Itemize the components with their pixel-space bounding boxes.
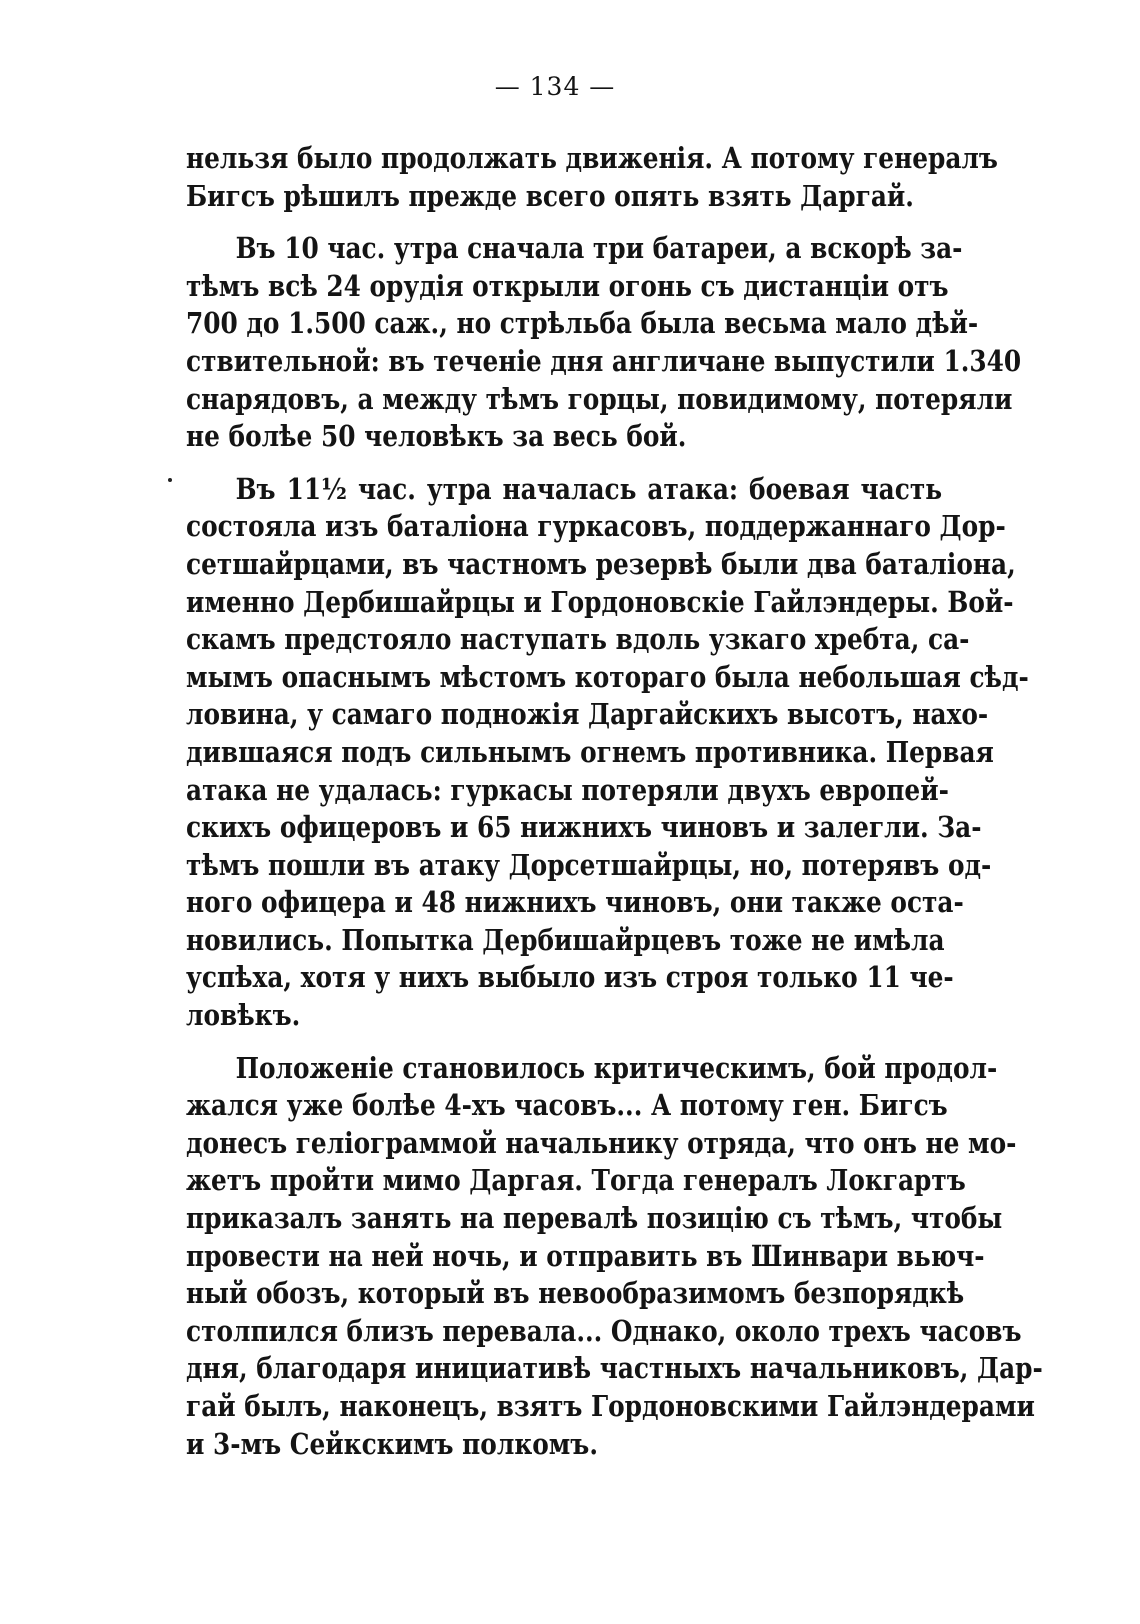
- text-line: дившаяся подъ сильнымъ огнемъ противника. Первая: [186, 734, 994, 769]
- text-line: скамъ предстояло наступать вдоль узкаго хребта, са-: [186, 622, 970, 657]
- text-line: мымъ опаснымъ мѣстомъ котораго была небольшая сѣд-: [186, 659, 1029, 694]
- text-line: донесъ геліограммой начальнику отряда, что онъ не мо-: [186, 1125, 1017, 1160]
- text-line: Положеніе становилось критическимъ, бой продол-: [235, 1050, 998, 1085]
- text-line: жался уже болѣе 4-хъ часовъ... А потому ген. Бигсъ: [186, 1088, 948, 1123]
- text-line: ный обозъ, который въ невообразимомъ безпорядкѣ: [186, 1276, 965, 1311]
- text-line: сетшайрцами, въ частномъ резервѣ были два баталіона,: [186, 546, 1016, 581]
- text-line: ного офицера и 48 нижнихъ чиновъ, они также оста-: [186, 885, 964, 920]
- text-line: Въ 11½ час. утра началась атака: боевая часть: [235, 471, 943, 506]
- text-line: дня, благодаря инициативѣ частныхъ начальниковъ, Дар-: [186, 1351, 1043, 1386]
- page-number: — 134 —: [494, 72, 616, 101]
- body-text: [186, 140, 1043, 1478]
- text-line: Бигсъ рѣшилъ прежде всего опять взять Даргай.: [186, 178, 914, 213]
- text-line: тѣмъ всѣ 24 орудія открыли огонь съ дистанціи отъ: [186, 268, 949, 303]
- text-line: столпился близъ перевала... Однако, около трехъ часовъ: [186, 1313, 1022, 1348]
- text-line: успѣха, хотя у нихъ выбыло изъ строя только 11 че-: [186, 960, 954, 995]
- text-line: провести на ней ночь, и отправить въ Шинвари вьюч-: [186, 1238, 985, 1273]
- paragraph-1: [186, 140, 998, 215]
- text-line: атака не удалась: гуркасы потеряли двухъ европей-: [186, 772, 949, 807]
- margin-dot: [168, 478, 172, 482]
- text-line: ловѣкъ.: [186, 998, 301, 1033]
- paragraph-3: [186, 471, 1029, 1035]
- text-line: именно Дербишайрцы и Гордоновскіе Гайлэндеры. Вой-: [186, 584, 1014, 619]
- paragraph-4: [186, 1050, 1043, 1464]
- text-line: 700 до 1.500 саж., но стрѣльба была весьма мало дѣй-: [186, 306, 979, 341]
- text-line: снарядовъ, а между тѣмъ горцы, повидимому, потеряли: [186, 381, 1013, 416]
- text-line: жетъ пройти мимо Даргая. Тогда генералъ Локгартъ: [186, 1163, 966, 1198]
- text-line: тѣмъ пошли въ атаку Дорсетшайрцы, но, потерявъ од-: [186, 847, 992, 882]
- text-line: ловина, у самаго подножія Даргайскихъ высотъ, нахо-: [186, 697, 989, 732]
- text-line: не болѣе 50 человѣкъ за весь бой.: [186, 419, 687, 454]
- text-line: и 3-мъ Сейкскимъ полкомъ.: [186, 1426, 598, 1461]
- text-line: приказалъ занять на перевалѣ позицію съ тѣмъ, чтобы: [186, 1201, 1003, 1236]
- text-line: нельзя было продолжать движенія. А потому генералъ: [186, 141, 998, 175]
- text-line: Въ 10 час. утра сначала три батареи, а вскорѣ за-: [235, 231, 963, 266]
- paragraph-2: [186, 230, 1022, 456]
- text-line: скихъ офицеровъ и 65 нижнихъ чиновъ и залегли. За-: [186, 810, 982, 845]
- text-line: новились. Попытка Дербишайрцевъ тоже не имѣла: [186, 922, 945, 957]
- text-line: состояла изъ баталіона гуркасовъ, поддержаннаго Дор-: [186, 509, 1006, 544]
- text-line: ствительной: въ теченіе дня англичане выпустили 1.340: [186, 343, 1022, 378]
- text-line: гай былъ, наконецъ, взятъ Гордоновскими Гайлэндерами: [186, 1389, 1035, 1423]
